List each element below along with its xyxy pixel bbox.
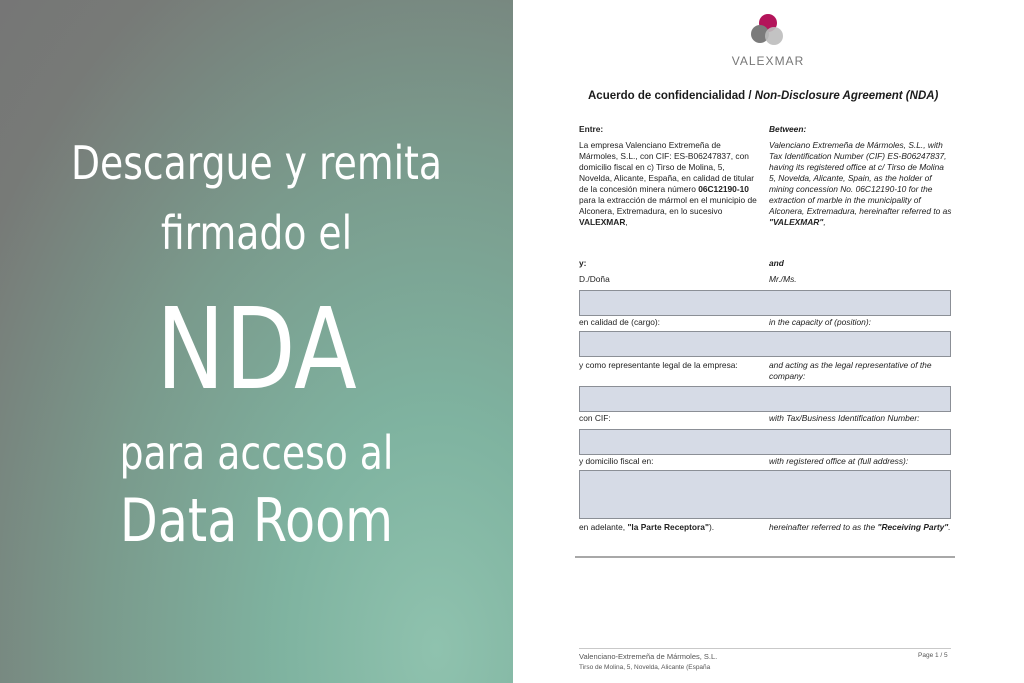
domicile-label-es: y domicilio fiscal en: [579,456,654,466]
party-clause-es [579,140,757,228]
and-label: and [769,258,784,268]
dona-label: D./Doña [579,274,610,284]
valexmar-logo-icon [748,14,788,50]
entre-label: Entre: [579,124,604,134]
nda-document-page [513,0,1024,683]
party-es-concession: 06C12190-10 [698,184,749,194]
title-spanish: Acuerdo de confidencialidad / [588,90,755,102]
brand-name: VALEXMAR [731,54,805,68]
party-es-text-1: La empresa Valenciano Extremeña de Mármoles, S.L., con CIF: ES-B06247837, con domicilio fiscal en c) Tirso de Molina, 5, Novelda, Alicante, España, en calidad de titular de la concesión minera número [579,140,755,194]
party-en-text: Valenciano Extremeña de Mármoles, S.L., with Tax Identification Number (CIF) ES-B06247837, having its registered office at c/ Tirso de Molina 5, Novelda, Alicante, Spain, as the holder of mining concession No. 06C12190-10 for the extraction of marble in the municipality of Alconera, Extremadura, hereinafter referred to as [769,140,952,216]
promo-line-4: para acceso al [119,426,394,480]
position-field[interactable] [579,331,951,357]
section-divider [575,556,955,558]
party-es-end: , [625,217,628,227]
cargo-label-en: in the capacity of (position): [769,317,871,327]
company-field[interactable] [579,386,951,412]
document-title [588,90,938,102]
party-en-name: "VALEXMAR" [769,217,824,227]
footer-divider [579,648,951,649]
tax-id-field[interactable] [579,429,951,455]
footer-page-number: Page 1 / 5 [918,652,948,659]
party-en-end: , [823,217,826,227]
adel-en-text: hereinafter referred to as the [769,522,878,532]
cargo-label-es: en calidad de (cargo): [579,317,661,327]
adel-es-end: ). [708,522,715,532]
y-label: y: [579,258,587,268]
logo-circle-light [765,27,783,45]
footer-address: Tirso de Molina, 5, Novelda, Alicante (España [579,664,711,671]
receiving-party-clause-es [579,522,757,533]
address-field[interactable] [579,470,951,519]
adel-en-name: "Receiving Party" [877,522,949,532]
domicile-label-en: with registered office at (full address): [769,456,909,466]
footer-company: Valenciano-Extremeña de Mármoles, S.L. [579,652,718,661]
adel-es-text: en adelante, [579,522,628,532]
promo-line-nda: NDA [156,285,357,415]
promo-line-1: Descargue y remita [71,136,442,190]
adel-en-end: . [948,522,951,532]
title-english: Non-Disclosure Agreement (NDA) [754,90,939,102]
representative-label-en: and acting as the legal representative of the company: [769,360,932,381]
party-es-name: VALEXMAR [579,217,626,227]
party-es-text-2: para la extracción de mármol en el municipio de Alconera, Extremadura, en lo sucesivo [579,195,757,216]
receiving-party-clause-en [769,522,953,533]
promo-line-2: firmado el [160,206,353,260]
party-clause-en [769,140,953,228]
mrms-label: Mr./Ms. [769,274,797,284]
between-label: Between: [769,124,807,134]
representative-label-es: y como representante legal de la empresa: [579,360,738,370]
cif-label-en: with Tax/Business Identification Number: [769,413,920,423]
cif-label-es: con CIF: [579,413,611,423]
adel-es-name: "la Parte Receptora" [627,522,709,532]
promo-line-data-room: Data Room [119,486,394,556]
name-field[interactable] [579,290,951,316]
